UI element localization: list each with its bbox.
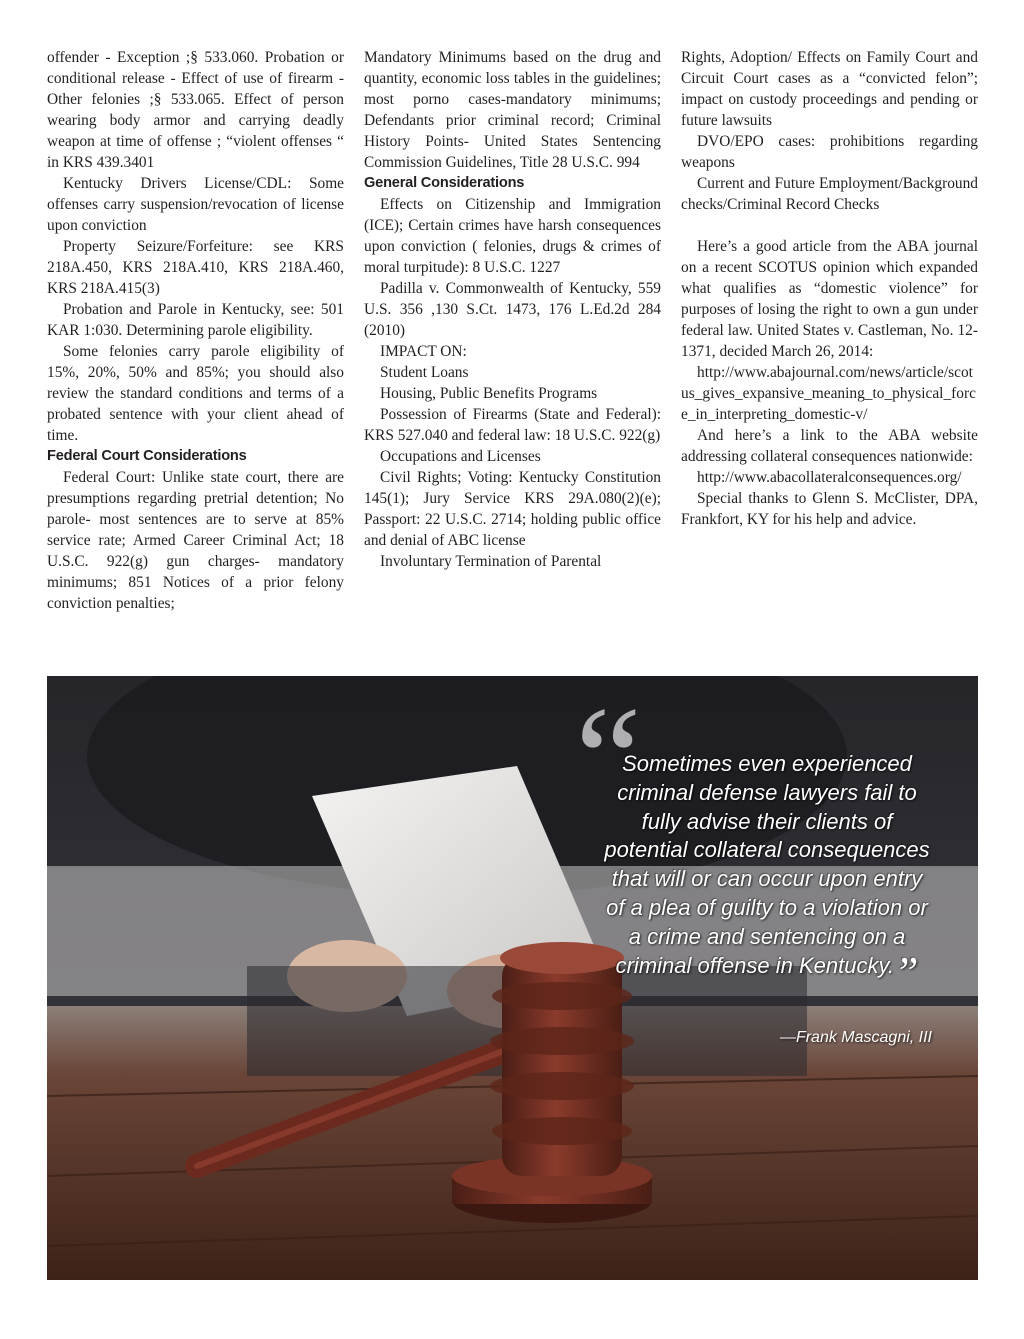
pull-quote-text: Sometimes even experienced criminal defense lawyers fail to fully advise their clients of potential collateral consequences that will or can occur upon entry of a plea of guilty to a violation or a crime and sentencing on a criminal offense in Kentucky. [604,751,930,978]
paragraph: Student Loans [380,364,469,381]
article-link[interactable]: http://www.abajournal.com/news/article/scotus_gives_expansive_meaning_to_physical_force_in_interpreting_domestic-v/ [681,364,976,423]
open-quote-mark: “ [575,676,642,842]
aba-website-link[interactable]: http://www.abacollateralconsequences.org/ [697,469,962,486]
close-quote-mark: ” [893,947,919,997]
paragraph: IMPACT ON: [380,343,467,360]
paragraph: Rights, Adoption/ Effects on Family Court and Circuit Court cases as a “convicted felon”; impact on custody proceedings and pending or future lawsuits [681,49,978,129]
paragraph: Property Seizure/Forfeiture: see KRS 218A.450, KRS 218A.410, KRS 218A.460, KRS 218A.415(3) [47,238,344,297]
text-column-1 [47,47,344,614]
paragraph: Housing, Public Benefits Programs [380,385,598,402]
text-column-3 [681,47,978,530]
paragraph: Here’s a good article from the ABA journal on a recent SCOTUS opinion which expanded what qualifies as “domestic violence” for purposes of losing the right to own a gun under federal law. United States v. Castleman, No. 12-1371, decided March 26, 2014: [681,238,978,360]
paragraph: offender - Exception ;§ 533.060. Probation or conditional release - Effect of use of firearm - Other felonies ;§ 533.065. Effect of person wearing body armor and carrying deadly weapon at time of offense ; “violent offenses “ in KRS 439.3401 [47,49,344,171]
pull-quote [602,750,932,997]
paragraph: Some felonies carry parole eligibility of 15%, 20%, 50% and 85%; you should also review the standard conditions and terms of a probated sentence with your client ahead of time. [47,343,344,444]
paragraph: Probation and Parole in Kentucky, see: 501 KAR 1:030. Determining parole eligibility. [47,301,344,339]
paragraph: Mandatory Minimums based on the drug and quantity, economic loss tables in the guidelines; most porno cases-mandatory minimums; Defendants prior criminal record; Criminal History Points- United States Sentencing Commission Guidelines, Title 28 U.S.C. 994 [364,49,661,171]
paragraph: And here’s a link to the ABA website addressing collateral consequences nationwide: [681,427,978,465]
paragraph: Padilla v. Commonwealth of Kentucky, 559 U.S. 356 ,130 S.Ct. 1473, 176 L.Ed.2d 284 (2010) [364,280,661,339]
paragraph: Special thanks to Glenn S. McClister, DPA, Frankfort, KY for his help and advice. [681,490,978,528]
text-column-2 [364,47,661,572]
section-heading: Federal Court Considerations [47,448,247,464]
quote-attribution: —Frank Mascagni, III [779,1029,932,1046]
paragraph: Current and Future Employment/Background checks/Criminal Record Checks [681,175,978,213]
paragraph: Federal Court: Unlike state court, there are presumptions regarding pretrial detention; No parole- most sentences are to serve at 85% service rate; Armed Career Criminal Act; 18 U.S.C. 922(g) gun charges- mandatory minimums; 851 Notices of a prior felony conviction penalties; [47,469,344,612]
paragraph: Kentucky Drivers License/CDL: Some offenses carry suspension/revocation of license upon conviction [47,175,344,234]
paragraph: Involuntary Termination of Parental [380,553,602,570]
paragraph: DVO/EPO cases: prohibitions regarding weapons [681,133,978,171]
paragraph: Possession of Firearms (State and Federal): KRS 527.040 and federal law: 18 U.S.C. 922(g) [364,406,661,444]
paragraph: Civil Rights; Voting: Kentucky Constitution 145(1); Jury Service KRS 29A.080(2)(e); Passport: 22 U.S.C. 2714; holding public office and denial of ABC license [364,469,661,549]
judge-gavel-photo [47,676,978,1280]
section-heading: General Considerations [364,175,525,191]
paragraph: Occupations and Licenses [380,448,541,465]
paragraph: Effects on Citizenship and Immigration (ICE); Certain crimes have harsh consequences upon conviction ( felonies, drugs & crimes of moral turpitude): 8 U.S.C. 1227 [364,196,661,276]
